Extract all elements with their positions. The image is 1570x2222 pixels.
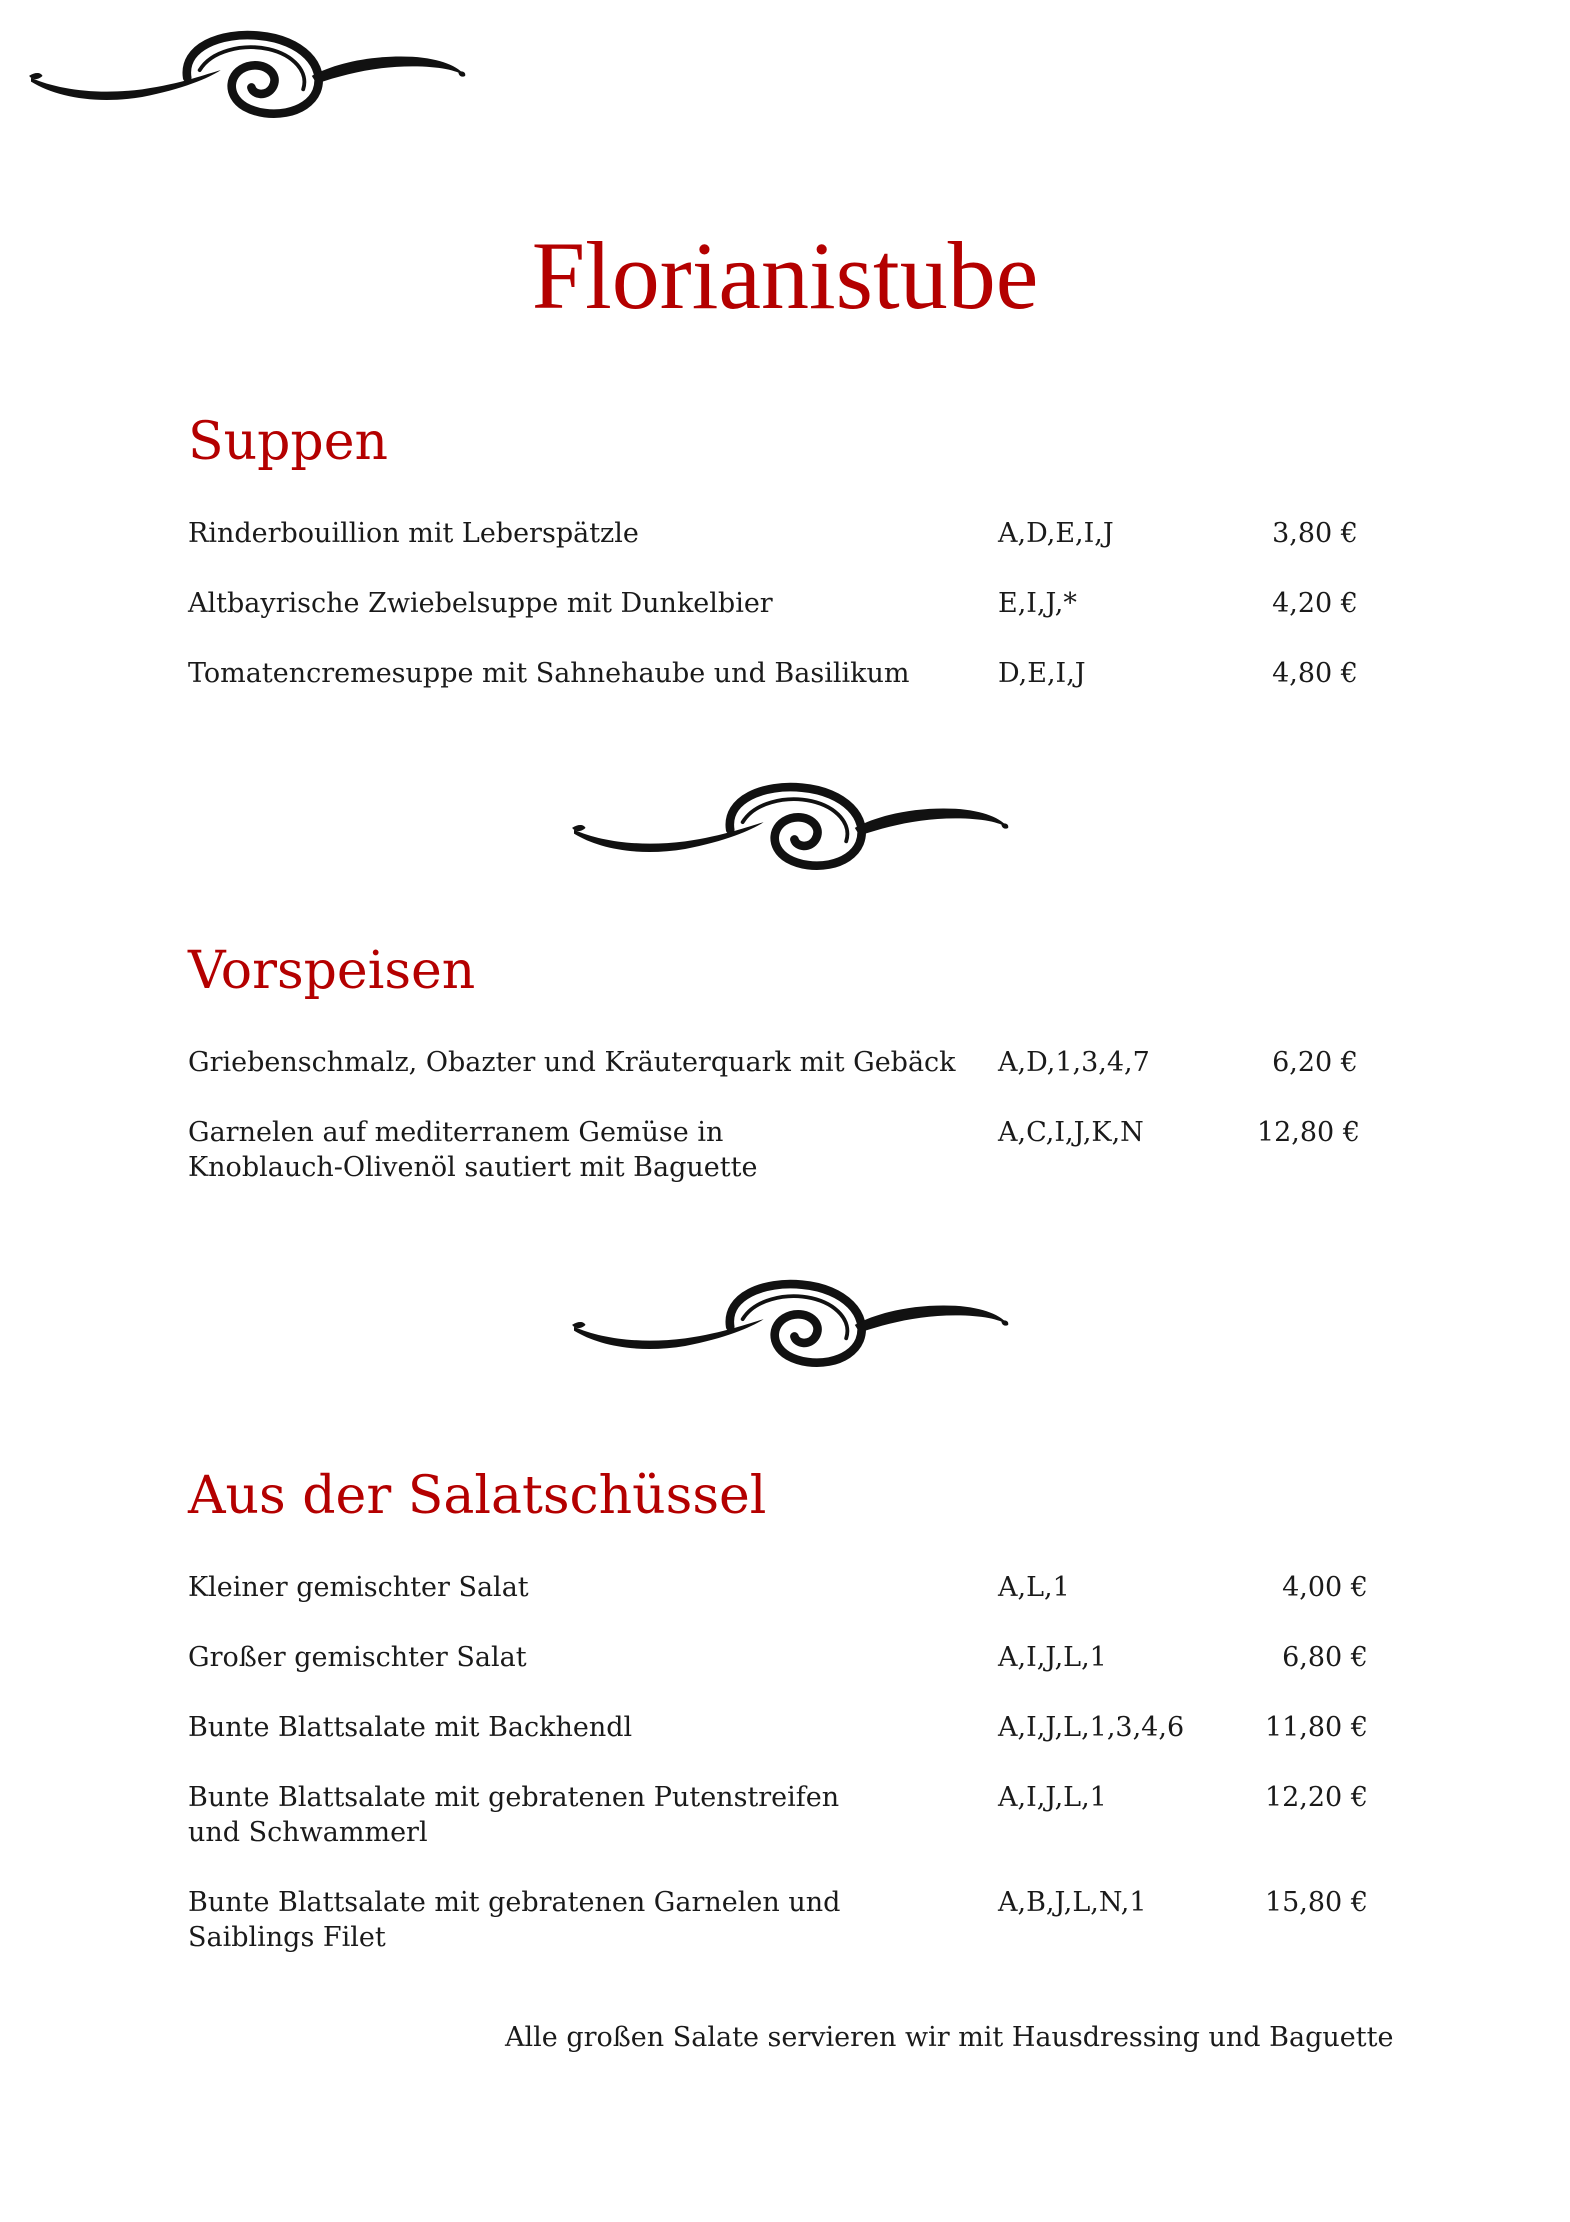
dish-name: Rinderbouillion mit Leberspätzle [188, 518, 639, 549]
allergen-codes: A,I,J,L,1,3,4,6 [998, 1712, 1185, 1743]
section-heading-suppen: Suppen [188, 412, 388, 472]
dish-name: Bunte Blattsalate mit gebratenen Putenstreifen und Schwammerl [188, 1782, 840, 1848]
dish-price: 15,80 € [1264, 1887, 1368, 1918]
menu-item [188, 1115, 1398, 1195]
dish-price: 4,00 € [1282, 1572, 1368, 1603]
dish-name: Bunte Blattsalate mit Backhendl [188, 1712, 633, 1743]
allergen-codes: A,D,1,3,4,7 [998, 1047, 1150, 1078]
dish-price: 4,20 € [1272, 588, 1358, 619]
menu-item [188, 586, 1398, 666]
menu-item [188, 516, 1398, 596]
dish-price: 3,80 € [1272, 518, 1358, 549]
section-heading-vorspeisen: Vorspeisen [188, 941, 476, 1001]
dish-name: Kleiner gemischter Salat [188, 1572, 529, 1603]
allergen-codes: A,C,I,J,K,N [998, 1117, 1144, 1148]
dish-price: 11,80 € [1264, 1712, 1368, 1743]
allergen-codes: A,I,J,L,1 [998, 1782, 1107, 1813]
dish-price: 4,80 € [1272, 658, 1358, 689]
dish-price: 6,20 € [1272, 1047, 1358, 1078]
menu-item [188, 656, 1398, 736]
dish-name: Großer gemischter Salat [188, 1642, 527, 1673]
flourish-ornament-top [22, 28, 477, 120]
menu-item [188, 1710, 1398, 1790]
allergen-codes: D,E,I,J [998, 658, 1086, 689]
dish-price: 12,80 € [1256, 1117, 1360, 1148]
menu-item [188, 1640, 1398, 1720]
dish-price: 6,80 € [1282, 1642, 1368, 1673]
dish-name: Griebenschmalz, Obazter und Kräuterquark mit Gebäck [188, 1047, 956, 1078]
allergen-codes: A,L,1 [998, 1572, 1070, 1603]
allergen-codes: A,B,J,L,N,1 [998, 1887, 1147, 1918]
flourish-ornament-divider [565, 780, 1020, 872]
menu-item [188, 1885, 1398, 1965]
flourish-ornament-divider [565, 1277, 1020, 1369]
menu-item [188, 1780, 1398, 1860]
section-heading-salat: Aus der Salatschüssel [188, 1466, 767, 1526]
menu-item [188, 1045, 1398, 1125]
dish-name: Garnelen auf mediterranem Gemüse in Knoblauch-Olivenöl sautiert mit Baguette [188, 1117, 758, 1183]
salad-footnote: Alle großen Salate servieren wir mit Hausdressing und Baguette [505, 2022, 1394, 2053]
allergen-codes: E,I,J,* [998, 588, 1077, 619]
dish-price: 12,20 € [1264, 1782, 1368, 1813]
dish-name: Bunte Blattsalate mit gebratenen Garnelen und Saiblings Filet [188, 1887, 841, 1953]
dish-name: Altbayrische Zwiebelsuppe mit Dunkelbier [188, 588, 773, 619]
allergen-codes: A,D,E,I,J [998, 518, 1114, 549]
allergen-codes: A,I,J,L,1 [998, 1642, 1107, 1673]
menu-item [188, 1570, 1398, 1650]
dish-name: Tomatencremesuppe mit Sahnehaube und Basilikum [188, 658, 910, 689]
restaurant-title: Florianistube [531, 222, 1039, 329]
